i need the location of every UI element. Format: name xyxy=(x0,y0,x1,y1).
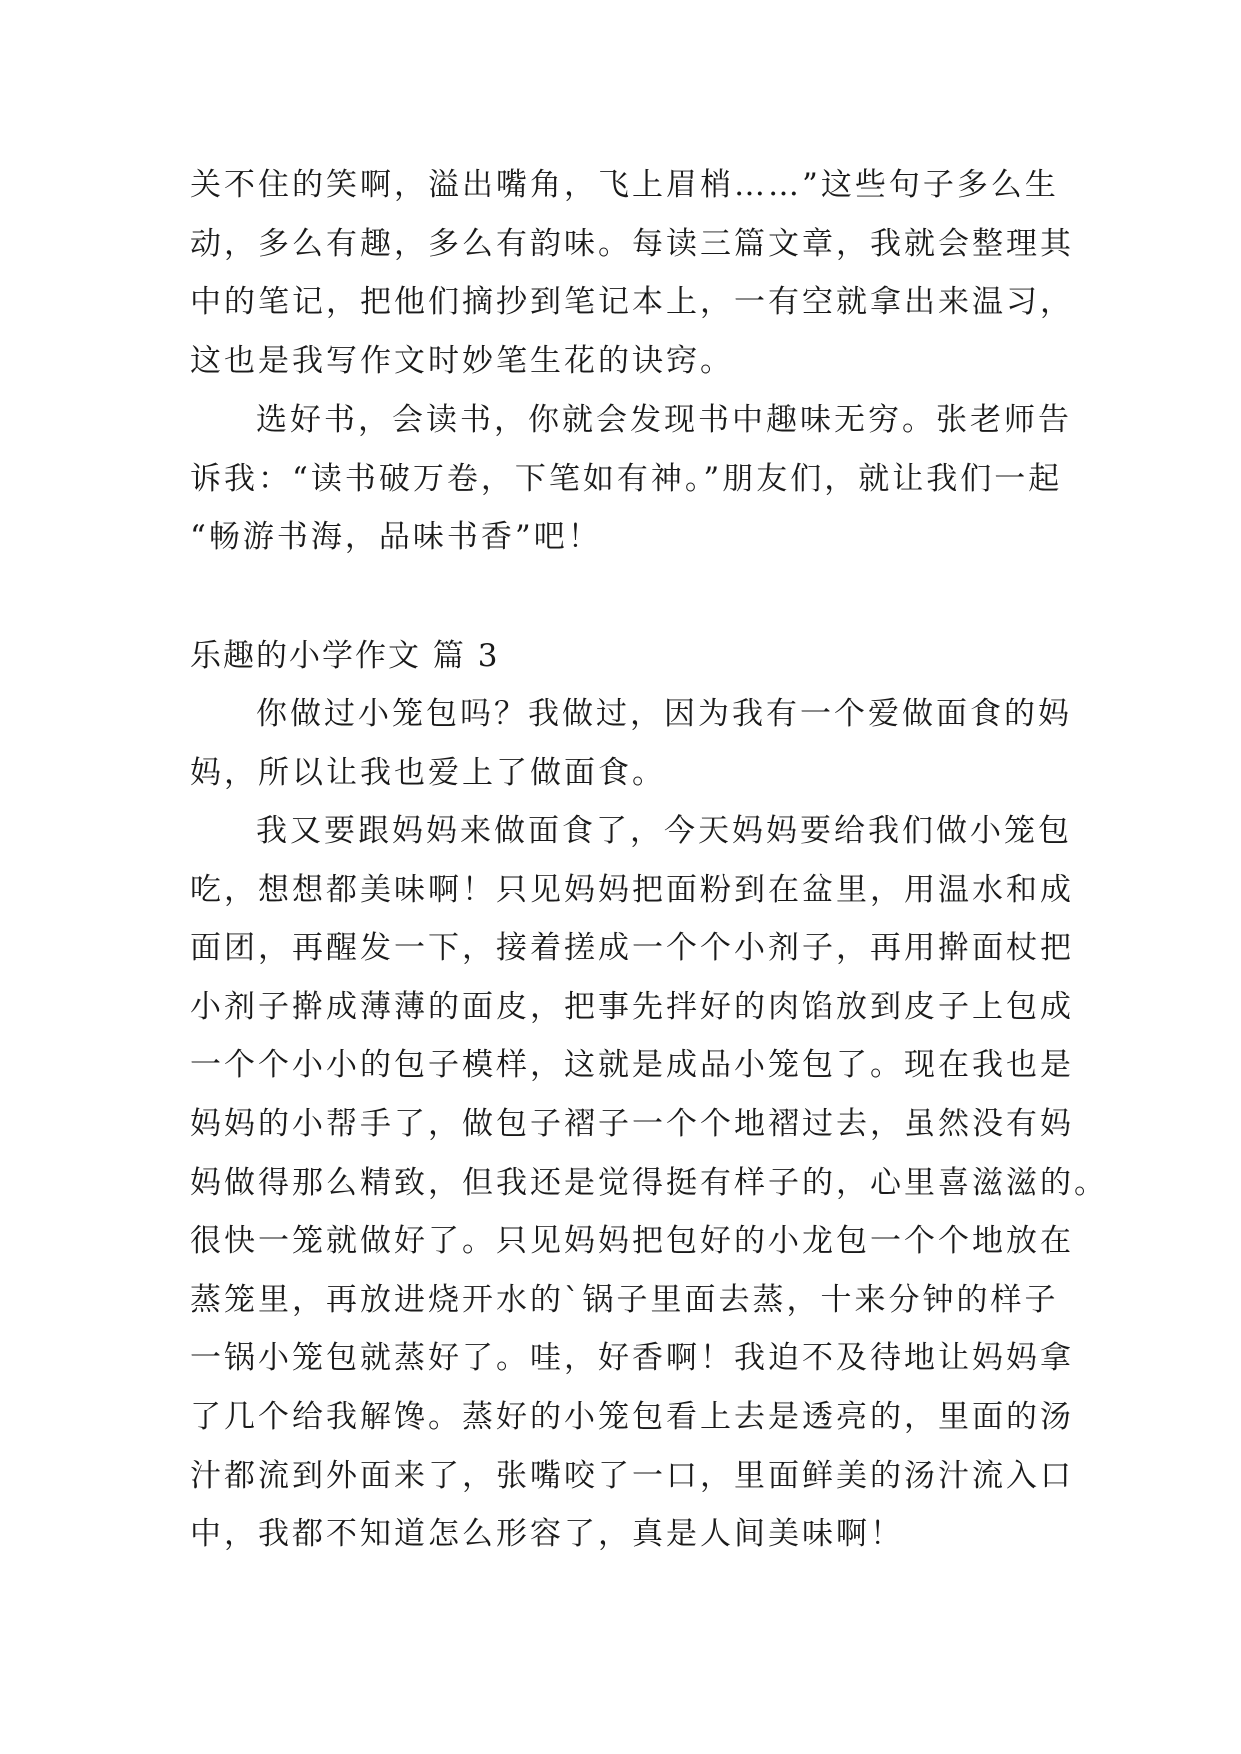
text-line: 中的笔记，把他们摘抄到笔记本上，一有空就拿出来温习， xyxy=(190,284,1074,321)
text-line: 汁都流到外面来了，张嘴咬了一口，里面鲜美的汤汁流入口 xyxy=(190,1457,1074,1494)
text-line: 动，多么有趣，多么有韵味。每读三篇文章，我就会整理其 xyxy=(190,225,1074,262)
text-line: 这也是我写作文时妙笔生花的诀窍。 xyxy=(190,342,734,379)
previous-section-paragraph xyxy=(190,156,1074,390)
text-line: 诉我：“读书破万卷，下笔如有神。”朋友们，就让我们一起 xyxy=(190,460,1063,497)
text-line: 一个个小小的包子模样，这就是成品小笼包了。现在我也是 xyxy=(190,1047,1074,1084)
text-line: 了几个给我解馋。蒸好的小笼包看上去是透亮的，里面的汤 xyxy=(190,1398,1074,1435)
text-line: 蒸笼里，再放进烧开水的`锅子里面去蒸，十来分钟的样子 xyxy=(190,1281,1059,1318)
text-line: 关不住的笑啊，溢出嘴角，飞上眉梢……”这些句子多么生 xyxy=(190,167,1059,203)
text-line: 妈妈的小帮手了，做包子褶子一个个地褶过去，虽然没有妈 xyxy=(190,1105,1074,1142)
text-line: 妈做得那么精致，但我还是觉得挺有样子的，心里喜滋滋的。 xyxy=(190,1164,1108,1201)
text-line: 我又要跟妈妈来做面食了，今天妈妈要给我们做小笼包 xyxy=(256,813,1072,849)
section3-paragraph-1 xyxy=(190,685,1072,802)
section3-paragraph-2 xyxy=(190,802,1108,1564)
text-line: “畅游书海，品味书香”吧！ xyxy=(190,519,602,556)
conclusion-paragraph xyxy=(190,391,1072,567)
text-line: 选好书，会读书，你就会发现书中趣味无穷。张老师告 xyxy=(256,402,1072,438)
text-line: 吃，想想都美味啊！只见妈妈把面粉到在盆里，用温水和成 xyxy=(190,871,1074,908)
text-line: 很快一笼就做好了。只见妈妈把包好的小龙包一个个地放在 xyxy=(190,1223,1074,1260)
text-line: 你做过小笼包吗？我做过，因为我有一个爱做面食的妈 xyxy=(256,696,1072,732)
text-line: 一锅小笼包就蒸好了。哇，好香啊！我迫不及待地让妈妈拿 xyxy=(190,1340,1074,1377)
text-line: 中，我都不知道怎么形容了，真是人间美味啊！ xyxy=(190,1516,904,1553)
section-title: 乐趣的小学作文 篇 3 xyxy=(190,638,500,674)
text-line: 小剂子擀成薄薄的面皮，把事先拌好的肉馅放到皮子上包成 xyxy=(190,988,1074,1025)
text-line: 面团，再醒发一下，接着搓成一个个小剂子，再用擀面杖把 xyxy=(190,930,1074,967)
section-heading xyxy=(190,627,1060,686)
text-line: 妈，所以让我也爱上了做面食。 xyxy=(190,754,666,791)
